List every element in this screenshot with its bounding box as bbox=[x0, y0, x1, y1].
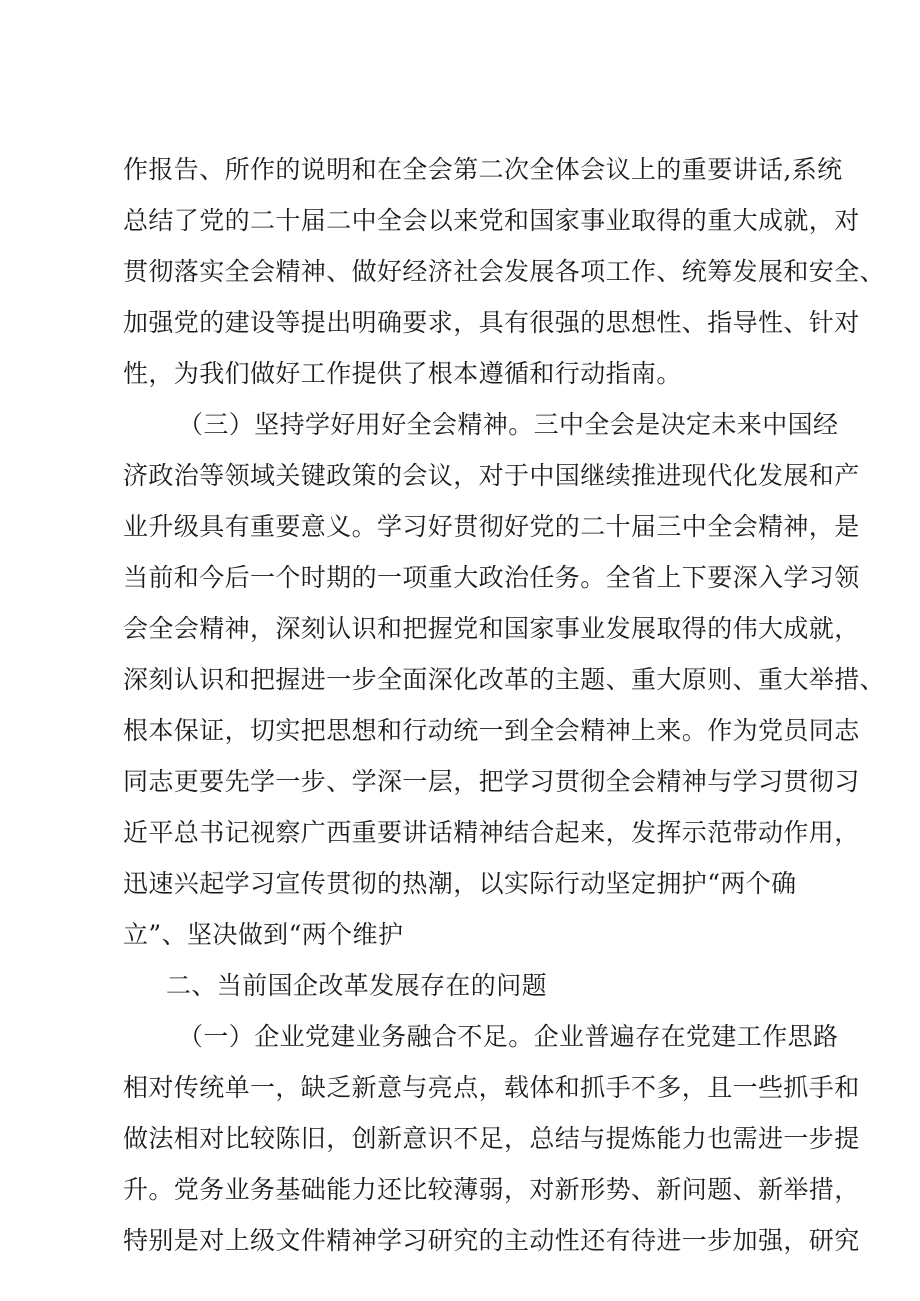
section-heading-2: 二、当前国企改革发展存在的问题 bbox=[166, 971, 548, 1000]
text-line: 做法相对比较陈旧，创新意识不足，总结与提炼能力也需进一步提 bbox=[123, 1124, 860, 1153]
text-line: 立”、坚决做到“两个维护 bbox=[123, 920, 404, 949]
text-line: 相对传统单一，缺乏新意与亮点，载体和抓手不多，且一些抓手和 bbox=[123, 1073, 860, 1102]
text-line: 近平总书记视察广西重要讲话精神结合起来，发挥示范带动作用， bbox=[123, 818, 860, 847]
text-line: 业升级具有重要意义。学习好贯彻好党的二十届三中全会精神，是 bbox=[123, 512, 860, 541]
text-line: 贯彻落实全会精神、做好经济社会发展各项工作、统筹发展和安全、 bbox=[123, 257, 886, 286]
subsection-heading-1: （一）企业党建业务融合不足。企业普遍存在党建工作思路 bbox=[178, 1022, 839, 1051]
text-line: 深刻认识和把握进一步全面深化改革的主题、重大原则、重大举措、 bbox=[123, 665, 886, 694]
text-line: 迅速兴起学习宣传贯彻的热潮，以实际行动坚定拥护“两个确 bbox=[123, 869, 797, 898]
text-line: 当前和今后一个时期的一项重大政治任务。全省上下要深入学习领 bbox=[123, 563, 860, 592]
text-line: 特别是对上级文件精神学习研究的主动性还有待进一步加强，研究 bbox=[123, 1226, 860, 1255]
text-line: 总结了党的二十届二中全会以来党和国家事业取得的重大成就，对 bbox=[123, 206, 860, 235]
text-line: 升。党务业务基础能力还比较薄弱，对新形势、新问题、新举措， bbox=[123, 1175, 860, 1204]
section-heading-3: （三）坚持学好用好全会精神。三中全会是决定未来中国经 bbox=[178, 410, 839, 439]
text-line: 会全会精神，深刻认识和把握党和国家事业发展取得的伟大成就， bbox=[123, 614, 860, 643]
text-line: 加强党的建设等提出明确要求，具有很强的思想性、指导性、针对 bbox=[123, 308, 860, 337]
text-line: 性，为我们做好工作提供了根本遵循和行动指南。 bbox=[123, 359, 682, 388]
text-line: 根本保证，切实把思想和行动统一到全会精神上来。作为党员同志 bbox=[123, 716, 860, 745]
text-line: 济政治等领域关键政策的会议，对于中国继续推进现代化发展和产 bbox=[123, 461, 860, 490]
text-line: 作报告、所作的说明和在全会第二次全体会议上的重要讲话,系统 bbox=[123, 155, 843, 184]
text-line: 同志更要先学一步、学深一层，把学习贯彻全会精神与学习贯彻习 bbox=[123, 767, 860, 796]
